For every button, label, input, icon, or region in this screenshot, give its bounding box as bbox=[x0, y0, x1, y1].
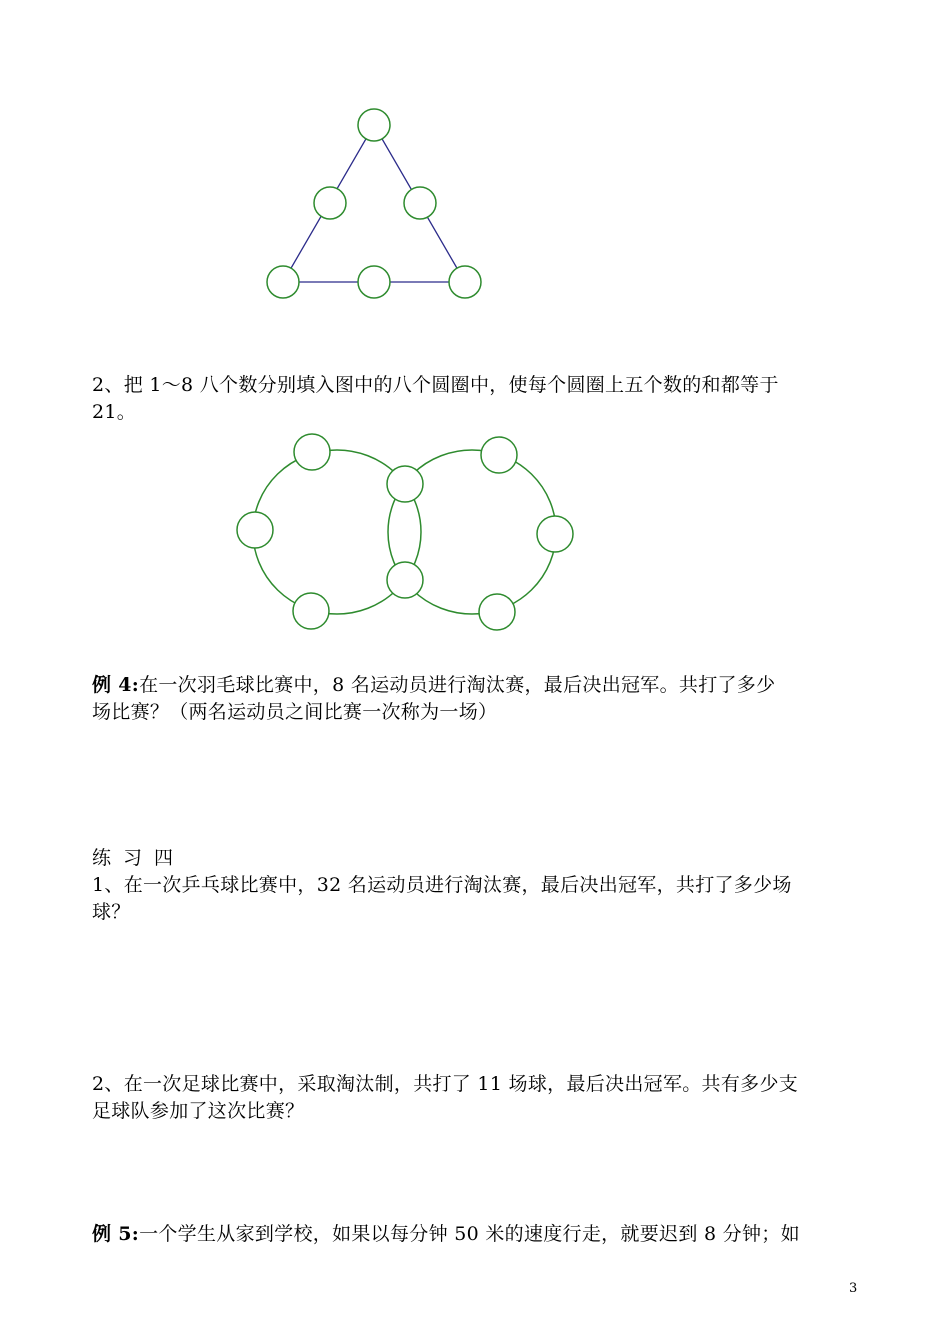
practice-4-heading: 练习四 bbox=[92, 847, 186, 869]
triangle-lines bbox=[283, 125, 465, 282]
ring-circle-left-top bbox=[294, 434, 330, 470]
ring-circle-left-side bbox=[237, 512, 273, 548]
triangle-circle-right-mid bbox=[404, 187, 436, 219]
triangle-circle-left-mid bbox=[314, 187, 346, 219]
triangle-circle-top bbox=[358, 109, 390, 141]
rings-circles bbox=[237, 434, 573, 630]
ring-circle-shared-bottom bbox=[387, 562, 423, 598]
ring-circle-right-side bbox=[537, 516, 573, 552]
ring-circle-shared-top bbox=[387, 466, 423, 502]
ring-circle-left-bottom bbox=[293, 593, 329, 629]
ring-circle-right-top bbox=[481, 437, 517, 473]
problem-2-line-1: 2、把 1～8 八个数分别填入图中的八个圆圈中，使每个圆圈上五个数的和都等于 bbox=[92, 374, 779, 396]
practice-4-q2-line-1: 2、在一次足球比赛中，采取淘汰制，共打了 11 场球，最后决出冠军。共有多少支 bbox=[92, 1073, 799, 1095]
example-4-label: 例 4: bbox=[92, 674, 140, 696]
ring-circle-right-bottom bbox=[479, 594, 515, 630]
practice-4-q1-line-1: 1、在一次乒乓球比赛中，32 名运动员进行淘汰赛，最后决出冠军，共打了多少场 bbox=[92, 874, 792, 896]
example-4-text: 在一次羽毛球比赛中，8 名运动员进行淘汰赛，最后决出冠军。共打了多少 bbox=[139, 674, 776, 696]
practice-4-q1-line-2: 球？ bbox=[92, 901, 131, 923]
triangle-circle-bottom-mid bbox=[358, 266, 390, 298]
triangle-circles bbox=[267, 109, 481, 298]
problem-2-line-2: 21。 bbox=[92, 401, 137, 423]
example-5-text: 一个学生从家到学校，如果以每分钟 50 米的速度行走，就要迟到 8 分钟；如 bbox=[139, 1223, 800, 1245]
example-4-line-1 bbox=[92, 672, 862, 699]
page-number: 3 bbox=[849, 1281, 858, 1296]
example-5-line-1 bbox=[92, 1221, 862, 1248]
example-4-line-2: 场比赛？（两名运动员之间比赛一次称为一场） bbox=[92, 701, 498, 723]
practice-4-q2-line-2: 足球队参加了这次比赛？ bbox=[92, 1100, 305, 1122]
triangle-circle-bottom-left bbox=[267, 266, 299, 298]
triangle-circle-bottom-right bbox=[449, 266, 481, 298]
example-5-label: 例 5: bbox=[92, 1223, 140, 1245]
